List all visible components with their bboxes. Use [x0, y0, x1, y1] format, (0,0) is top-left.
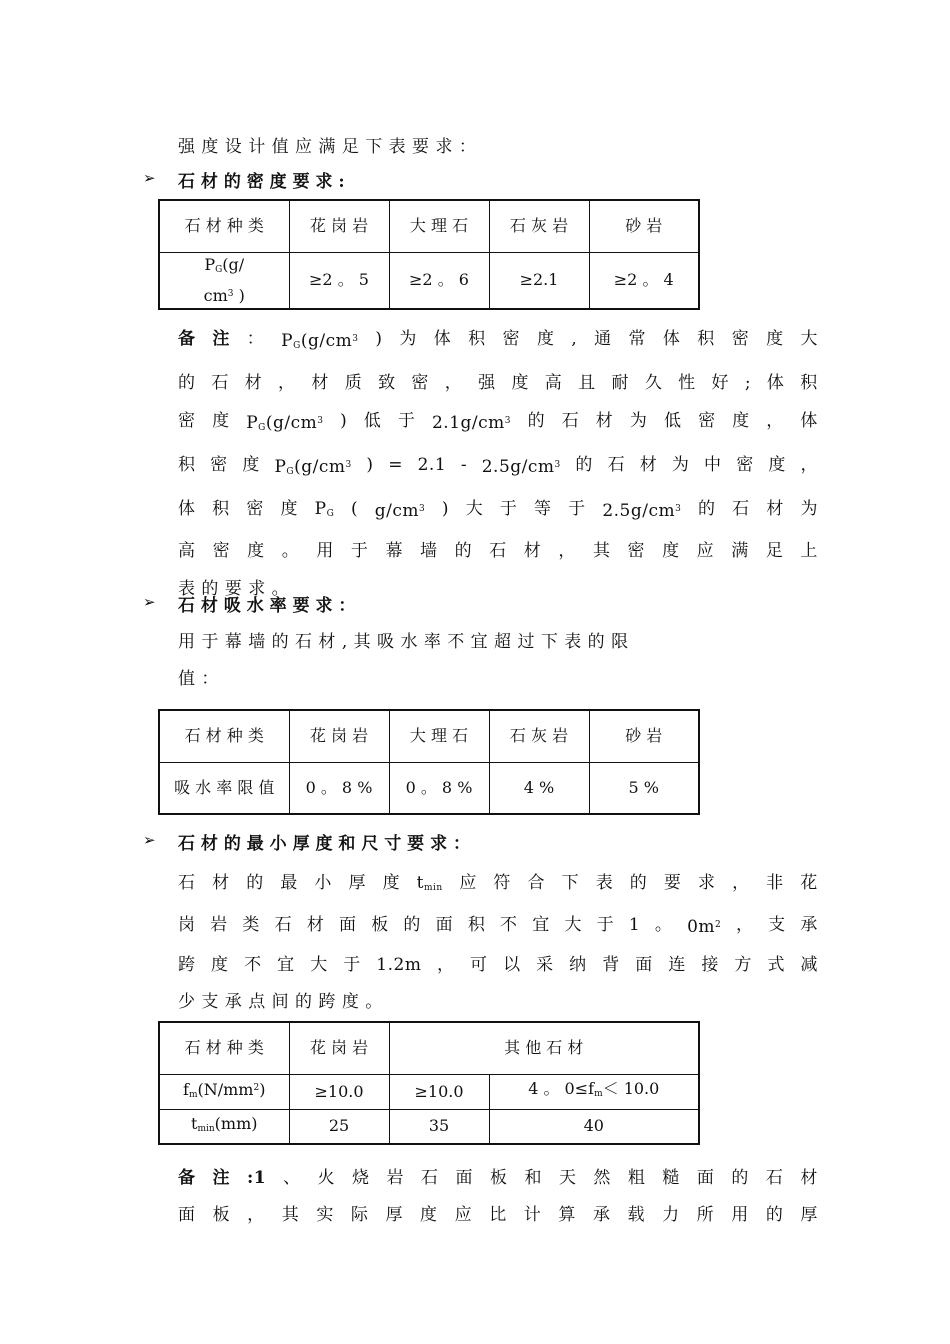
- header-sandstone: 砂 岩: [589, 710, 699, 762]
- thickness-note: [178, 1160, 818, 1235]
- strength-other-1: ≥10.0: [389, 1074, 489, 1109]
- section-absorption-title: 石 材 吸 水 率 要 求 ：: [178, 596, 356, 616]
- strength-other-2: 4 。 $0\le f_m< 10.0$: [489, 1074, 699, 1109]
- note-line-3: 密 度 $P_G(g/cm^3$ ) 低 于 $2.1g/cm^3$ 的 石 材 为 低 密 度 ， 体: [178, 410, 818, 433]
- thickness-line-1: 石 材 的 最 小 厚 度 $t_{min}$ 应 符 合 下 表 的 要 求 ， 非 花: [178, 873, 818, 893]
- header-limestone: 石 灰 岩: [489, 200, 589, 252]
- density-limestone: ≥2.1: [489, 252, 589, 309]
- note-line-2: 的 石 材 ， 材 质 致 密 ， 强 度 高 且 耐 久 性 好 ; 体 积: [178, 373, 818, 394]
- intro-text: 强 度 设 计 值 应 满 足 下 表 要 求 ：: [178, 137, 477, 157]
- thickness-row-label: $t_{min}(mm)$: [159, 1109, 289, 1144]
- header-marble: 大 理 石: [389, 710, 489, 762]
- header-sandstone: 砂 岩: [589, 200, 699, 252]
- absorption-text-2: 值 ：: [178, 669, 219, 689]
- section-thickness-title: 石 材 的 最 小 厚 度 和 尺 寸 要 求 ：: [178, 834, 471, 854]
- absorption-limestone: 4 %: [489, 762, 589, 814]
- thickness-other-2: 40: [489, 1109, 699, 1144]
- note-line-4: 积 密 度 $P_G(g/cm^3$ ) = 2.1 - $2.5g/cm^3$ 的 石 材 为 中 密 度 ，: [178, 454, 818, 477]
- absorption-text-1: 用 于 幕 墙 的 石 材 , 其 吸 水 率 不 宜 超 过 下 表 的 限: [178, 632, 629, 652]
- density-granite: ≥2 。 5: [289, 252, 389, 309]
- density-note: [178, 321, 818, 608]
- header-stone-type: 石 材 种 类: [159, 710, 289, 762]
- header-stone-type: 石 材 种 类: [159, 200, 289, 252]
- thickness-table: [158, 1021, 700, 1145]
- absorption-table: [158, 709, 700, 815]
- thickness-line-3: 跨 度 不 宜 大 于 1.2m ， 可 以 采 纳 背 面 连 接 方 式 减: [178, 954, 818, 975]
- bullet-arrow-icon: ➢: [143, 831, 156, 849]
- strength-granite: ≥10.0: [289, 1074, 389, 1109]
- note2-line-2: 面 板 ， 其 实 际 厚 度 应 比 计 算 承 载 力 所 用 的 厚: [178, 1205, 818, 1226]
- density-table: [158, 199, 700, 310]
- header-granite: 花 岗 岩: [289, 710, 389, 762]
- bullet-arrow-icon: ➢: [143, 593, 156, 611]
- header-granite: 花 岗 岩: [289, 200, 389, 252]
- thickness-text: [178, 865, 818, 1021]
- thickness-line-2: 岗 岩 类 石 材 面 板 的 面 积 不 宜 大 于 1 。 $0m^2$ ， 支 承: [178, 915, 818, 938]
- density-marble: ≥2 。 6: [389, 252, 489, 309]
- note-line-5: 体 积 密 度 $P_G$ ( $g/cm^3$ ) 大 于 等 于 $2.5g/cm^3$ 的 石 材 为: [178, 499, 818, 522]
- thickness-line-4: 少 支 承 点 间 的 跨 度 。: [178, 991, 383, 1012]
- absorption-sandstone: 5 %: [589, 762, 699, 814]
- header-other-stone: 其 他 石 材: [389, 1022, 699, 1074]
- section-density-title: 石 材 的 密 度 要 求 :: [178, 172, 345, 192]
- header-stone-type: 石 材 种 类: [159, 1022, 289, 1074]
- note-line-6: 高 密 度 。 用 于 幕 墙 的 石 材 ， 其 密 度 应 满 足 上: [178, 541, 818, 562]
- density-row-label: $P_G(g/$ $cm^3$ ): [159, 252, 289, 309]
- note2-line-1: 备 注 :1 、 火 烧 岩 石 面 板 和 天 然 粗 糙 面 的 石 材: [178, 1168, 818, 1188]
- absorption-marble: 0 。 8 %: [389, 762, 489, 814]
- absorption-row-label: 吸 水 率 限 值: [159, 762, 289, 814]
- header-granite: 花 岗 岩: [289, 1022, 389, 1074]
- thickness-granite: 25: [289, 1109, 389, 1144]
- absorption-granite: 0 。 8 %: [289, 762, 389, 814]
- header-marble: 大 理 石: [389, 200, 489, 252]
- strength-row-label: $f_m(N/mm^2)$: [159, 1074, 289, 1109]
- header-limestone: 石 灰 岩: [489, 710, 589, 762]
- bullet-arrow-icon: ➢: [143, 169, 156, 187]
- density-sandstone: ≥2 。 4: [589, 252, 699, 309]
- note-line-7: 表 的 要 求 。: [178, 578, 290, 599]
- thickness-other-1: 35: [389, 1109, 489, 1144]
- note-line-1: 备 注 ： $P_G(g/cm^3$ ) 为 体 积 密 度 , 通 常 体 积 密 度 大: [178, 329, 818, 351]
